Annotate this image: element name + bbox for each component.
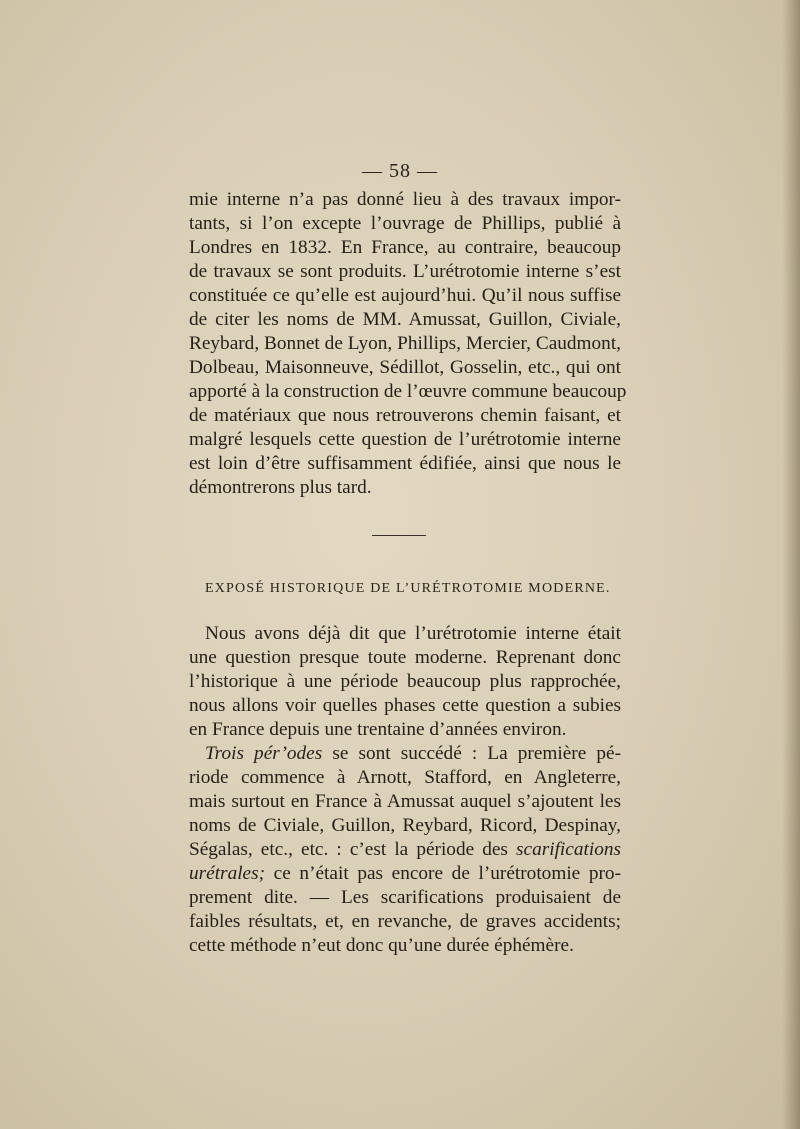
text-line: apporté à la construction de l’œuvre commune beaucoup (189, 381, 627, 402)
text-line (189, 742, 621, 766)
text-line: l’historique à une période beaucoup plus rapprochée, (189, 671, 621, 692)
section-heading: EXPOSÉ HISTORIQUE DE L’URÉTROTOMIE MODERNE. (205, 581, 611, 596)
text-line: riode commence à Arnott, Stafford, en Angleterre, (189, 767, 621, 788)
text-line: cette méthode n’eut donc qu’une durée éphémère. (189, 935, 574, 956)
text-line: noms de Civiale, Guillon, Reybard, Ricord, Despinay, (189, 815, 621, 836)
text-line: une question presque toute moderne. Reprenant donc (189, 647, 621, 668)
text-line: prement dite. — Les scarifications produisaient de (189, 887, 621, 908)
text-line (189, 862, 621, 886)
paragraph-1 (189, 188, 627, 500)
italic-phrase: scarifications (516, 839, 621, 860)
text-line: est loin d’être suffisamment édifiée, ainsi que nous le (189, 453, 621, 474)
text-line: nous allons voir quelles phases cette question a subies (189, 695, 621, 716)
paragraph-2 (189, 622, 621, 742)
text-line: tants, si l’on excepte l’ouvrage de Phillips, publié à (189, 213, 621, 234)
text-line (189, 838, 621, 862)
text-line: de citer les noms de MM. Amussat, Guillon, Civiale, (189, 309, 621, 330)
italic-phrase: Trois pér’odes (205, 743, 323, 764)
text-line: de matériaux que nous retrouverons chemin faisant, et (189, 405, 621, 426)
text-line: mais surtout en France à Amussat auquel s’ajoutent les (189, 791, 621, 812)
text-line: Nous avons déjà dit que l’urétrotomie interne était (205, 623, 621, 644)
text-line: en France depuis une trentaine d’années environ. (189, 719, 567, 740)
text-run: se sont succédé : La première pé- (322, 743, 621, 764)
italic-phrase: urétrales; (189, 863, 266, 884)
text-run: Ségalas, etc., etc. : c’est la période des (189, 839, 517, 860)
text-line: Dolbeau, Maisonneuve, Sédillot, Gosselin, etc., qui ont (189, 357, 621, 378)
section-divider (372, 535, 426, 536)
text-line: faibles résultats, et, en revanche, de graves accidents; (189, 911, 621, 932)
text-line: Londres en 1832. En France, au contraire, beaucoup (189, 237, 621, 258)
text-run: ce n’était pas encore de l’urétrotomie pro- (265, 863, 621, 884)
text-line: de travaux se sont produits. L’urétrotomie interne s’est (189, 261, 621, 282)
text-line: malgré lesquels cette question de l’urétrotomie interne (189, 429, 621, 450)
page-number: — 58 — (362, 160, 438, 182)
text-line: démontrerons plus tard. (189, 477, 372, 498)
text-line: Reybard, Bonnet de Lyon, Phillips, Mercier, Caudmont, (189, 333, 621, 354)
text-line: mie interne n’a pas donné lieu à des travaux impor- (189, 189, 621, 210)
text-line: constituée ce qu’elle est aujourd’hui. Qu’il nous suffise (189, 285, 621, 306)
paragraph-3 (189, 742, 621, 958)
